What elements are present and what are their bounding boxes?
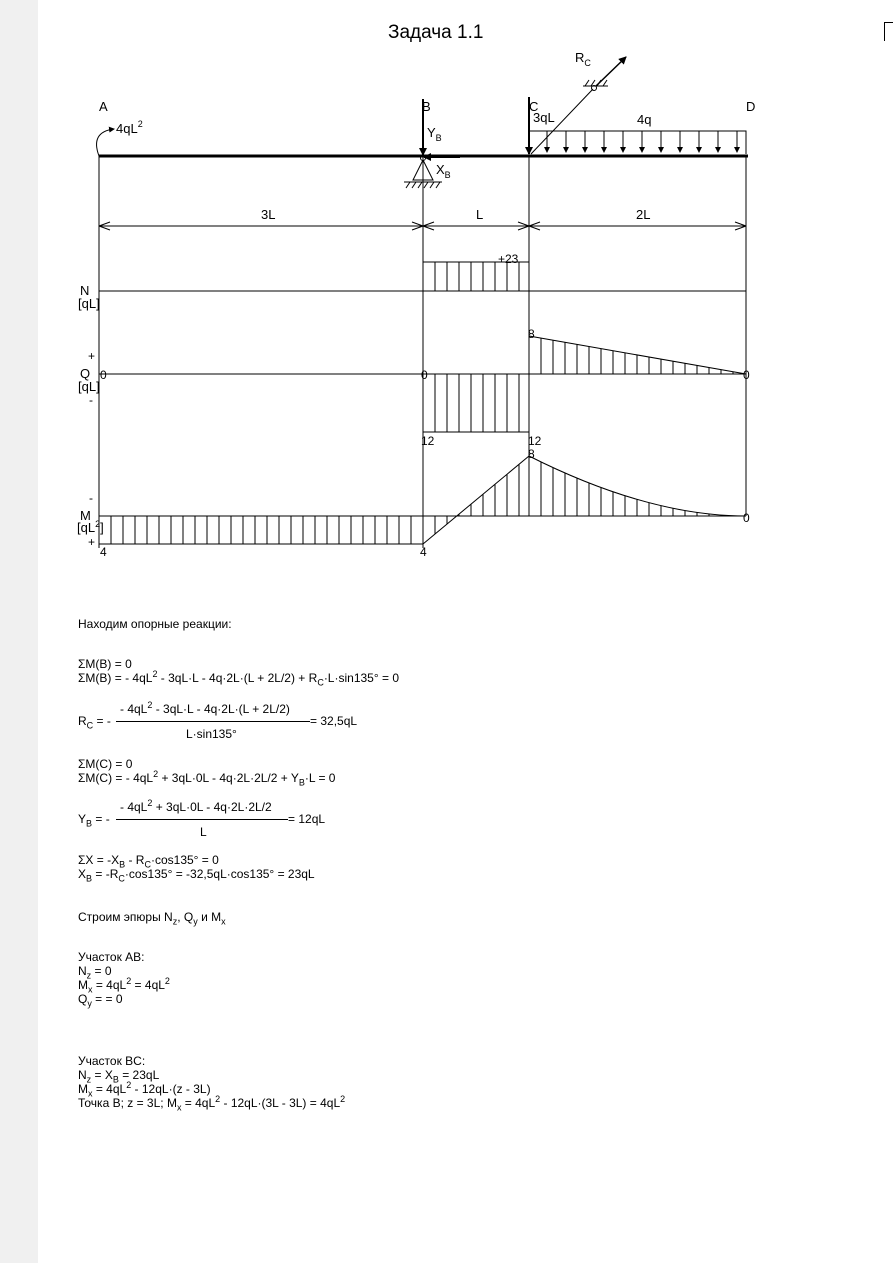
rc-fraction-bar	[116, 721, 310, 722]
epure-m-value-b: 4	[420, 545, 427, 559]
moment-a-label: $4qL^2$	[116, 119, 143, 136]
epure-q-value-b-bottom: 12	[421, 434, 435, 448]
point-label-d: D	[746, 99, 756, 114]
force-c-label: 3qL	[533, 110, 555, 125]
epure-q-sign-plus: +	[88, 349, 96, 363]
point-label-a: A	[99, 99, 108, 114]
yb-fraction-bar	[116, 819, 288, 820]
beam-diagram	[0, 0, 893, 600]
dimension-cd: 2L	[636, 207, 651, 222]
epure-q-value-c-bottom: 12	[528, 434, 542, 448]
rc-formula-denominator: L·sin135°	[186, 727, 237, 741]
page-title: Задача 1.1	[388, 22, 484, 43]
epure-q-value-b-top: 0	[421, 368, 428, 382]
moment-a-arrow	[97, 129, 114, 156]
epure-q-label: Q	[80, 366, 91, 381]
rc-formula-result: = 32,5qL	[310, 714, 358, 728]
epure-m-sign-minus: -	[89, 491, 93, 505]
distributed-load	[529, 131, 746, 154]
rc-label: $R_C$	[575, 50, 591, 68]
epure-m-sign-plus: +	[88, 535, 96, 549]
xb-label: $X_B$	[436, 162, 451, 180]
solution-heading: Находим опорные реакции:	[78, 617, 232, 631]
epure-n-label: N	[80, 283, 90, 298]
dimension-ab: 3L	[261, 207, 276, 222]
yb-label: $Y_B$	[427, 125, 442, 143]
equation-sum-x: $\Sigma X = -X_B - R_C\cdot\cos 135^\circ = 0$	[78, 853, 219, 870]
point-label-b: B	[422, 99, 431, 114]
epure-m-value-a: 4	[100, 545, 107, 559]
equation-sum-moment-c-expanded: ΣM(C) = - $4qL^2 + 3qL\cdot 0L - 4q\cdot 2L\cdot 2L/2 + Y_B\cdot L = 0$	[78, 769, 336, 788]
build-epures-heading: Строим эпюры $N_z$, $Q_y$ и $M_x$	[78, 910, 226, 927]
section-ab-title: Участок AB:	[78, 950, 145, 964]
point-label-c: C	[529, 99, 539, 114]
epure-q-value-c-top: 8	[528, 327, 535, 341]
epure-n-unit: [qL]	[78, 296, 100, 311]
equation-sum-moment-b: ΣM(B) = 0	[78, 657, 132, 671]
epure-q-value-a: 0	[100, 368, 107, 382]
section-bc-title: Участок BC:	[78, 1054, 146, 1068]
rod-rc	[531, 57, 626, 154]
section-ab-n: $N_z = 0$	[78, 964, 112, 981]
equation-sum-moment-b-expanded: ΣM(B) = - $4qL^2 - 3qL\cdot L - 4q\cdot 2L\cdot(L + 2L/2) + R_C\cdot L\cdot\sin 135^\circ = 0$	[78, 669, 399, 688]
rc-formula-lhs: $R_C$ = -	[78, 714, 111, 731]
rc-formula-numerator: - $4qL^2 - 3qL\cdot L - 4q\cdot 2L\cdot(L + 2L/2)$	[120, 700, 290, 716]
yb-formula-numerator: - $4qL^2 + 3qL\cdot 0L - 4q\cdot 2L\cdot 2L/2$	[120, 798, 272, 814]
epure-n-value: +23	[498, 252, 519, 266]
epure-m-label: M	[80, 508, 91, 523]
yb-formula-denominator: L	[200, 825, 207, 839]
equation-sum-moment-c: ΣM(C) = 0	[78, 757, 133, 771]
epure-m-value-d: 0	[743, 511, 750, 525]
yb-formula-lhs: $Y_B$ = -	[78, 812, 110, 829]
section-bc-n: $N_z = X_B = 23qL$	[78, 1068, 160, 1085]
yb-formula-result: = 12qL	[288, 812, 326, 826]
epure-m-unit: $[qL^2]$	[77, 519, 104, 535]
dimension-bc: L	[476, 207, 484, 222]
epure-n	[99, 262, 746, 291]
section-bc-m: $M_x = 4qL^2 - 12qL\cdot(z - 3L)$	[78, 1080, 211, 1099]
equation-xb: $X_B = -R_C\cdot\cos 135^\circ = -32,5qL\cdot\cos 135^\circ = 23qL$	[78, 867, 315, 884]
epure-q-value-d: 0	[743, 368, 750, 382]
section-bc-point-b: Точка B; z = 3L; $M_x = 4qL^2 - 12qL\cdot(3L - 3L) = 4qL^2$	[78, 1094, 346, 1113]
distributed-load-label: 4q	[637, 112, 652, 127]
section-ab-m: $M_x = 4qL^2 = 4qL^2$	[78, 976, 170, 995]
epure-q-sign-minus: -	[89, 393, 93, 407]
section-ab-q: $Q_y$ = = 0	[78, 992, 123, 1009]
epure-m-value-c: 8	[528, 447, 535, 461]
epure-q-unit: [qL]	[78, 379, 100, 394]
